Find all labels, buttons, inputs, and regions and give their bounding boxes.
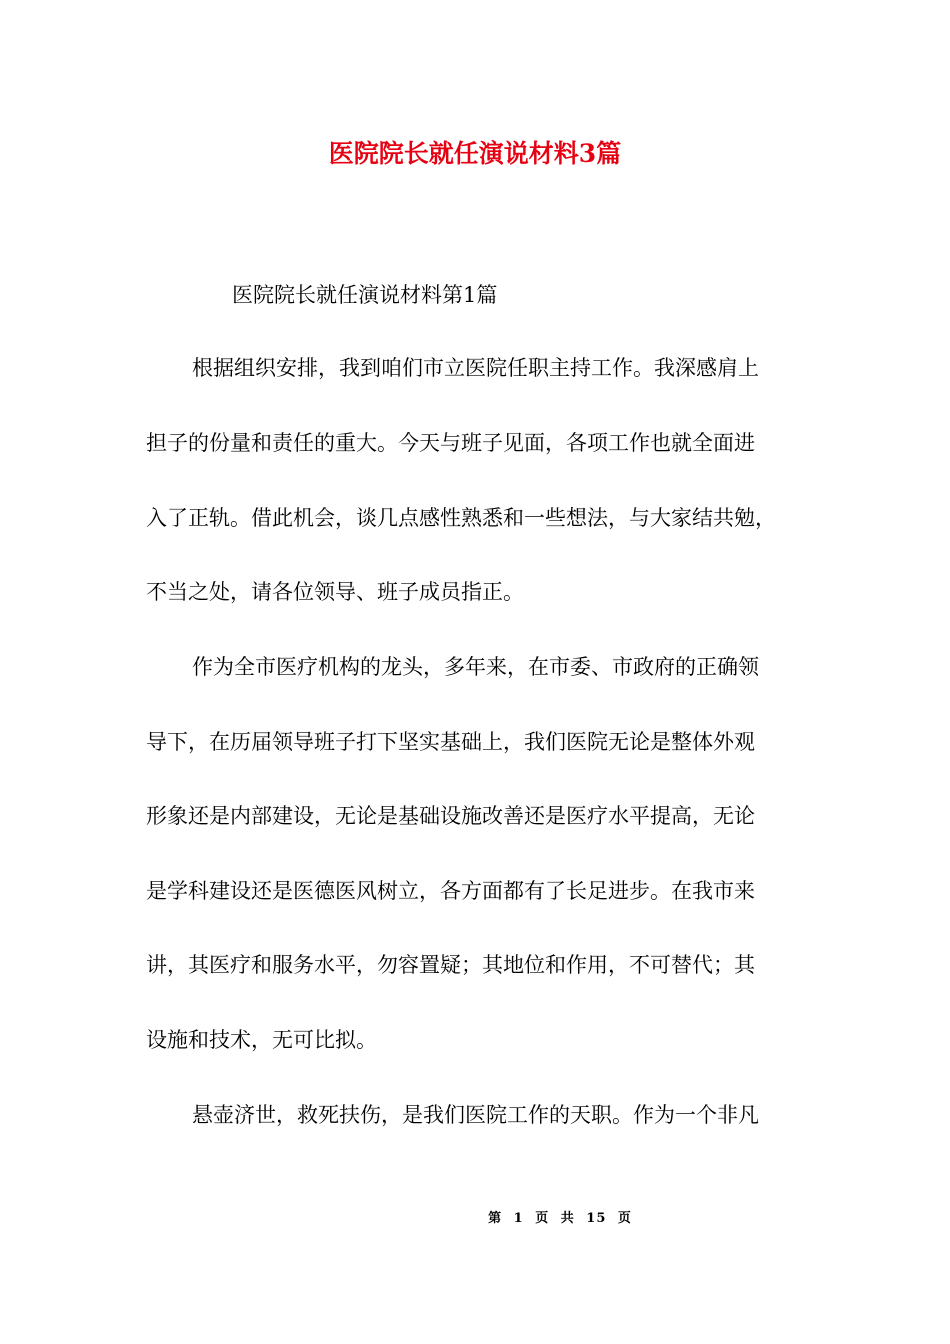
footer-current-page: 1	[513, 1211, 524, 1226]
paragraph-line: 根据组织安排，我到咱们市立医院任职主持工作。我深感肩上	[192, 356, 759, 380]
paragraph-line: 导下，在历届领导班子打下坚实基础上，我们医院无论是整体外观	[146, 730, 755, 754]
paragraph-line: 设施和技术，无可比拟。	[146, 1028, 377, 1052]
footer-prefix: 第	[488, 1211, 503, 1226]
paragraph-line: 悬壶济世，救死扶伤，是我们医院工作的天职。作为一个非凡	[192, 1103, 759, 1127]
document-title: 医院院长就任演说材料3篇	[328, 139, 622, 168]
footer-total-pages: 15	[586, 1211, 607, 1226]
paragraph-line: 讲，其医疗和服务水平，勿容置疑；其地位和作用，不可替代；其	[146, 953, 755, 977]
paragraph-line: 形象还是内部建设，无论是基础设施改善还是医疗水平提高，无论	[146, 804, 755, 828]
paragraph-line: 是学科建设还是医德医风树立，各方面都有了长足进步。在我市来	[146, 879, 755, 903]
section-heading: 医院院长就任演说材料第1篇	[232, 283, 498, 307]
footer-page-label: 页	[535, 1211, 550, 1226]
paragraph-line: 不当之处，请各位领导、班子成员指正。	[146, 580, 524, 604]
paragraph-line: 作为全市医疗机构的龙头，多年来，在市委、市政府的正确领	[192, 655, 759, 679]
footer-total-suffix: 页	[617, 1211, 632, 1226]
paragraph-line: 入了正轨。借此机会，谈几点感性熟悉和一些想法，与大家结共勉，	[146, 506, 776, 530]
footer-total-prefix: 共	[560, 1211, 575, 1226]
paragraph-line: 担子的份量和责任的重大。今天与班子见面，各项工作也就全面进	[146, 431, 755, 455]
page-footer	[0, 1210, 950, 1228]
